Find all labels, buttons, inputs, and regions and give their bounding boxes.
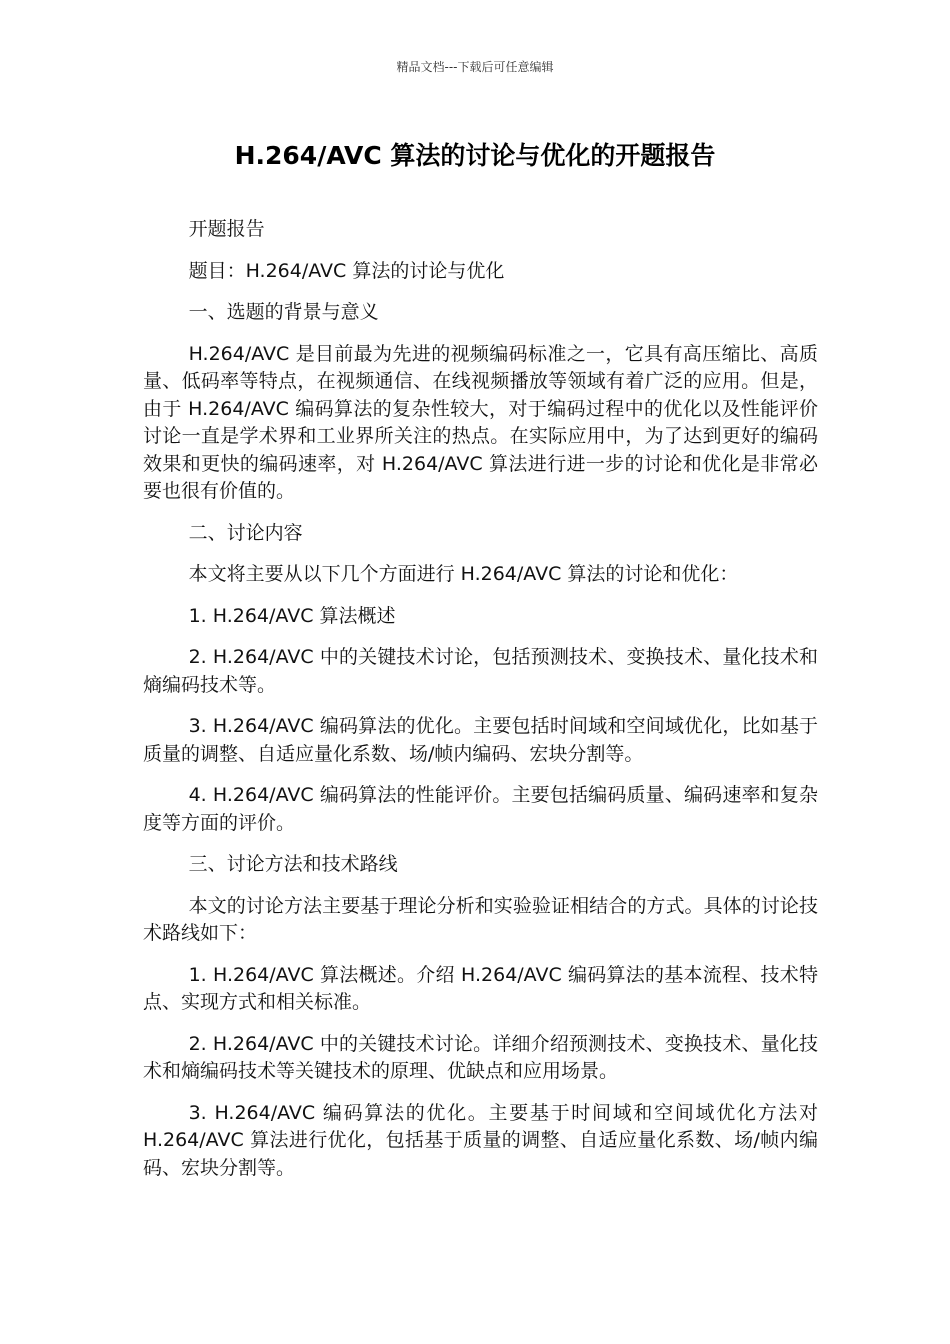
list-item-content-4: 4. H.264/AVC 编码算法的性能评价。主要包括编码质量、编码速率和复杂度等方面的评价。 xyxy=(143,784,818,834)
section-heading-content: 二、讨论内容 xyxy=(188,521,303,544)
paragraph-topic: 题目：H.264/AVC 算法的讨论与优化 xyxy=(188,259,505,282)
list-item-content-1: 1. H.264/AVC 算法概述 xyxy=(188,604,396,627)
list-item-content-3: 3. H.264/AVC 编码算法的优化。主要包括时间域和空间域优化，比如基于质量的调整、自适应量化系数、场/帧内编码、宏块分割等。 xyxy=(143,715,818,765)
list-item-method-2: 2. H.264/AVC 中的关键技术讨论。详细介绍预测技术、变换技术、量化技术和熵编码技术等关键技术的原理、优缺点和应用场景。 xyxy=(143,1032,818,1082)
section-heading-background: 一、选题的背景与意义 xyxy=(188,301,379,323)
paragraph-report-label: 开题报告 xyxy=(188,218,265,240)
header-note: 精品文档---下载后可任意编辑 xyxy=(396,60,554,74)
paragraph-content-intro: 本文将主要从以下几个方面进行 H.264/AVC 算法的讨论和优化： xyxy=(188,563,739,585)
paragraph-method-intro: 本文的讨论方法主要基于理论分析和实验验证相结合的方式。具体的讨论技术路线如下： xyxy=(143,894,818,944)
document-body xyxy=(143,216,818,1196)
paragraph-background: H.264/AVC 是目前最为先进的视频编码标准之一，它具有高压缩比、高质量、低码率等特点，在视频通信、在线视频播放等领域有着广泛的应用。但是，由于 H.264/AVC 编码算法的复杂性较大，对于编码过程中的优化以及性能评价讨论一直是学术界和工业界所关注的热点。在实际应用中，为了达到更好的编码效果和更快的编码速率，对 H.264/AVC 算法进行进一步的讨论和优化是非常必要也很有价值的。 xyxy=(143,342,818,502)
list-item-content-2: 2. H.264/AVC 中的关键技术讨论，包括预测技术、变换技术、量化技术和熵编码技术等。 xyxy=(143,646,818,696)
document-title: H.264/AVC 算法的讨论与优化的开题报告 xyxy=(234,141,716,170)
section-heading-method: 三、讨论方法和技术路线 xyxy=(188,853,398,875)
list-item-method-1: 1. H.264/AVC 算法概述。介绍 H.264/AVC 编码算法的基本流程、技术特点、实现方式和相关标准。 xyxy=(143,963,818,1013)
list-item-method-3: 3. H.264/AVC 编码算法的优化。主要基于时间域和空间域优化方法对 H.264/AVC 算法进行优化，包括基于质量的调整、自适应量化系数、场/帧内编码、宏块分割等。 xyxy=(143,1101,818,1179)
